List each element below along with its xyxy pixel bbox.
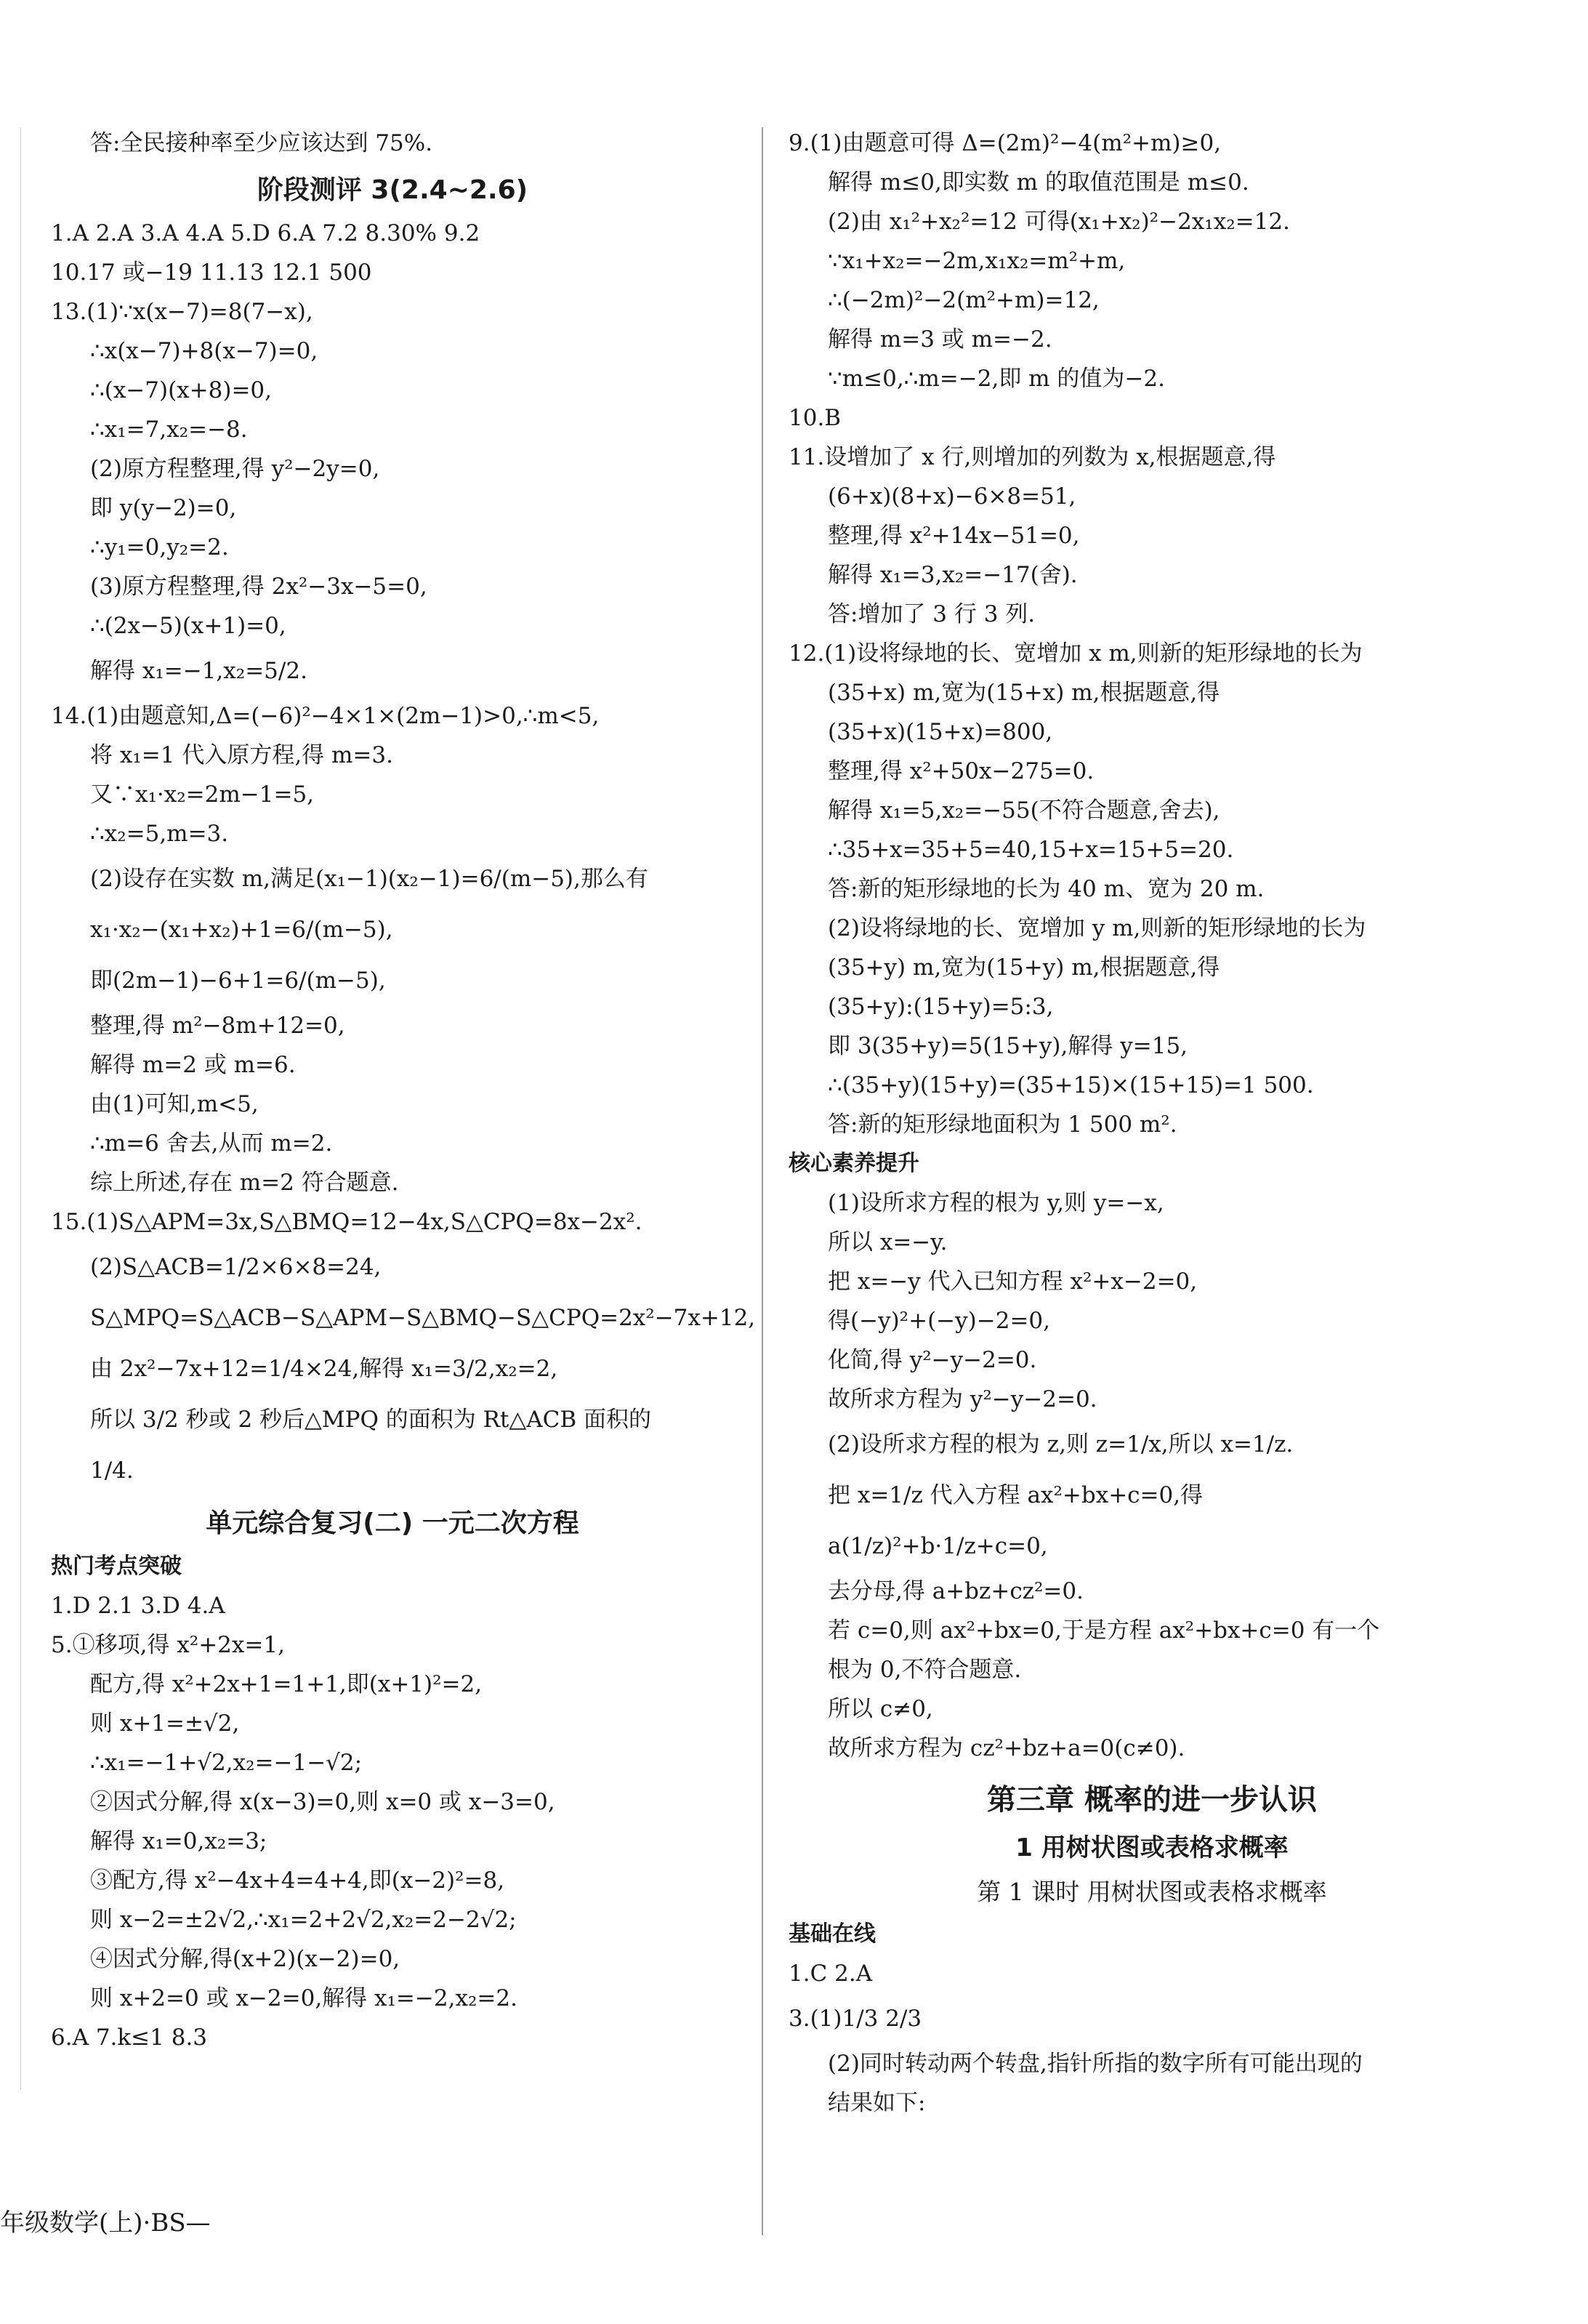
right-column-line: (6+x)(8+x)−6×8=51,	[828, 483, 1076, 510]
right-column-line: (35+y) m,宽为(15+y) m,根据题意,得	[828, 954, 1220, 981]
left-column-line: 解得 x₁=−1,x₂=5/2.	[90, 658, 307, 684]
right-column-line: (35+y):(15+y)=5:3,	[828, 994, 1054, 1020]
right-column-line: (2)由 x₁²+x₂²=12 可得(x₁+x₂)²−2x₁x₂=12.	[828, 209, 1290, 235]
right-column-line: 10.B	[789, 405, 842, 431]
left-column-line: 又∵x₁·x₂=2m−1=5,	[90, 781, 315, 808]
right-column-line: 把 x=1/z 代入方程 ax²+bx+c=0,得	[828, 1482, 1204, 1508]
left-column-line: 答:全民接种率至少应该达到 75%.	[90, 130, 433, 156]
right-column-line: 12.(1)设将绿地的长、宽增加 x m,则新的矩形绿地的长为	[789, 640, 1363, 667]
left-column-line: 即(2m−1)−6+1=6/(m−5),	[90, 968, 386, 994]
left-column-line: ∴m=6 舍去,从而 m=2.	[90, 1130, 333, 1157]
right-column-line: 9.(1)由题意可得 Δ=(2m)²−4(m²+m)≥0,	[789, 130, 1222, 156]
right-column-line: (2)同时转动两个转盘,指针所指的数字所有可能出现的	[828, 2051, 1363, 2077]
right-column-line: 故所求方程为 cz²+bz+a=0(c≠0).	[828, 1735, 1185, 1761]
right-column-line: 解得 m≤0,即实数 m 的取值范围是 m≤0.	[828, 169, 1249, 196]
right-column-line: 整理,得 x²+50x−275=0.	[828, 758, 1095, 784]
left-column-line: 整理,得 m²−8m+12=0,	[90, 1013, 345, 1039]
left-column-line: ②因式分解,得 x(x−3)=0,则 x=0 或 x−3=0,	[90, 1789, 555, 1815]
left-column-line: ∴x₂=5,m=3.	[90, 821, 229, 847]
right-column-line: 解得 x₁=5,x₂=−55(不符合题意,舍去),	[828, 797, 1220, 824]
left-column-line: 则 x+1=±√2,	[90, 1710, 240, 1737]
left-column-line: ③配方,得 x²−4x+4=4+4,即(x−2)²=8,	[90, 1867, 505, 1894]
left-column-line: 1.D 2.1 3.D 4.A	[51, 1593, 225, 1619]
right-column-line: 得(−y)²+(−y)−2=0,	[828, 1308, 1051, 1334]
left-column-line: ∴x₁=7,x₂=−8.	[90, 417, 248, 443]
left-column-line: 阶段测评 3(2.4~2.6)	[257, 175, 528, 205]
right-column-line: 答:增加了 3 行 3 列.	[828, 601, 1036, 627]
left-column-line: 13.(1)∵x(x−7)=8(7−x),	[51, 299, 313, 325]
right-column-line: 1 用树状图或表格求概率	[1015, 1833, 1289, 1862]
left-column-line: ∴(x−7)(x+8)=0,	[90, 377, 273, 403]
column-divider	[762, 127, 763, 2235]
right-column-line: ∴35+x=35+5=40,15+x=15+5=20.	[828, 837, 1234, 863]
left-column-line: ∴x(x−7)+8(x−7)=0,	[90, 338, 318, 364]
left-column-line: 综上所述,存在 m=2 符合题意.	[90, 1170, 399, 1196]
right-column-line: 故所求方程为 y²−y−2=0.	[828, 1386, 1097, 1412]
left-column-line: 则 x−2=±2√2,∴x₁=2+2√2,x₂=2−2√2;	[90, 1907, 517, 1933]
left-column-line: 将 x₁=1 代入原方程,得 m=3.	[90, 742, 393, 768]
right-column-line: 答:新的矩形绿地的长为 40 m、宽为 20 m.	[828, 876, 1265, 902]
right-column-line: 把 x=−y 代入已知方程 x²+x−2=0,	[828, 1268, 1198, 1295]
right-column-line: 核心素养提升	[789, 1151, 919, 1176]
right-column-line: 11.设增加了 x 行,则增加的列数为 x,根据题意,得	[789, 444, 1276, 470]
right-column-line: (2)设所求方程的根为 z,则 z=1/x,所以 x=1/z.	[828, 1431, 1294, 1457]
left-column-line: 由(1)可知,m<5,	[90, 1091, 259, 1117]
right-column-line: 根为 0,不符合题意.	[828, 1657, 1022, 1683]
left-column-line: 10.17 或−19 11.13 12.1 500	[51, 260, 372, 286]
left-column-line: 解得 x₁=0,x₂=3;	[90, 1828, 267, 1854]
right-column-line: 第三章 概率的进一步认识	[987, 1783, 1317, 1817]
right-column-line: (2)设将绿地的长、宽增加 y m,则新的矩形绿地的长为	[828, 915, 1366, 941]
left-column-line: ∴x₁=−1+√2,x₂=−1−√2;	[90, 1750, 363, 1776]
right-column	[789, 124, 1515, 2123]
right-column-line: 整理,得 x²+14x−51=0,	[828, 523, 1080, 549]
left-column-line: 配方,得 x²+2x+1=1+1,即(x+1)²=2,	[90, 1671, 483, 1697]
left-column-line: ∴(2x−5)(x+1)=0,	[90, 613, 286, 639]
right-column-line: 第 1 课时 用树状图或表格求概率	[977, 1878, 1327, 1906]
left-column-line: (2)S△ACB=1/2×6×8=24,	[90, 1254, 382, 1280]
left-column-line: 解得 m=2 或 m=6.	[90, 1052, 296, 1078]
left-column-line: 15.(1)S△APM=3x,S△BMQ=12−4x,S△CPQ=8x−2x².	[51, 1209, 642, 1235]
right-column-line: a(1/z)²+b·1/z+c=0,	[828, 1533, 1048, 1559]
left-column-line: 14.(1)由题意知,Δ=(−6)²−4×1×(2m−1)>0,∴m<5,	[51, 703, 600, 729]
left-column-line: x₁·x₂−(x₁+x₂)+1=6/(m−5),	[90, 917, 393, 943]
right-column-line: 所以 c≠0,	[828, 1696, 933, 1722]
left-column-line: S△MPQ=S△ACB−S△APM−S△BMQ−S△CPQ=2x²−7x+12,	[90, 1305, 756, 1331]
left-column-line: 1.A 2.A 3.A 4.A 5.D 6.A 7.2 8.30% 9.2	[51, 220, 480, 246]
right-column-line: 基础在线	[789, 1921, 876, 1947]
right-column-line: 3.(1)1/3 2/3	[789, 2006, 922, 2032]
left-column-line: 所以 3/2 秒或 2 秒后△MPQ 的面积为 Rt△ACB 面积的	[90, 1407, 651, 1433]
left-column-line: (2)原方程整理,得 y²−2y=0,	[90, 456, 380, 482]
left-column-line: (2)设存在实数 m,满足(x₁−1)(x₂−1)=6/(m−5),那么有	[90, 866, 648, 892]
right-column-line: (35+x) m,宽为(15+x) m,根据题意,得	[828, 680, 1220, 706]
right-column-line: (1)设所求方程的根为 y,则 y=−x,	[828, 1190, 1164, 1216]
left-column-line: 热门考点突破	[51, 1553, 182, 1579]
page-edge-line	[20, 127, 21, 2090]
left-column-line: 1/4.	[90, 1457, 134, 1484]
left-column-line: 单元综合复习(二) 一元二次方程	[206, 1508, 579, 1538]
left-column-line: ④因式分解,得(x+2)(x−2)=0,	[90, 1946, 400, 1972]
right-column-line: 所以 x=−y.	[828, 1229, 948, 1255]
right-column-line: 解得 m=3 或 m=−2.	[828, 326, 1052, 353]
right-column-line: 若 c=0,则 ax²+bx=0,于是方程 ax²+bx+c=0 有一个	[828, 1617, 1380, 1644]
right-column-line: ∴(35+y)(15+y)=(35+15)×(15+15)=1 500.	[828, 1072, 1314, 1098]
right-column-line: ∴(−2m)²−2(m²+m)=12,	[828, 287, 1100, 313]
left-column-line: 即 y(y−2)=0,	[90, 495, 237, 521]
right-column-line: ∵m≤0,∴m=−2,即 m 的值为−2.	[828, 366, 1165, 392]
left-column	[51, 124, 756, 2057]
left-column-line: ∴y₁=0,y₂=2.	[90, 534, 229, 560]
right-column-line: 即 3(35+y)=5(15+y),解得 y=15,	[828, 1033, 1188, 1059]
right-column-line: 1.C 2.A	[789, 1961, 873, 1987]
left-column-line: (3)原方程整理,得 2x²−3x−5=0,	[90, 574, 427, 600]
page-footer: 年级数学(上)·BS—	[0, 2208, 211, 2237]
left-column-line: 6.A 7.k≤1 8.3	[51, 2025, 208, 2051]
left-column-line: 由 2x²−7x+12=1/4×24,解得 x₁=3/2,x₂=2,	[90, 1356, 558, 1382]
right-column-line: 解得 x₁=3,x₂=−17(舍).	[828, 562, 1078, 588]
right-column-line: 结果如下:	[828, 2090, 926, 2116]
right-column-line: ∵x₁+x₂=−2m,x₁x₂=m²+m,	[828, 248, 1126, 274]
right-column-line: 答:新的矩形绿地面积为 1 500 m².	[828, 1111, 1177, 1138]
right-column-line: (35+x)(15+x)=800,	[828, 719, 1053, 745]
left-column-line: 则 x+2=0 或 x−2=0,解得 x₁=−2,x₂=2.	[90, 1985, 517, 2011]
left-column-line: 5.①移项,得 x²+2x=1,	[51, 1632, 285, 1658]
right-column-line: 化简,得 y²−y−2=0.	[828, 1347, 1037, 1373]
right-column-line: 去分母,得 a+bz+cz²=0.	[828, 1578, 1084, 1604]
